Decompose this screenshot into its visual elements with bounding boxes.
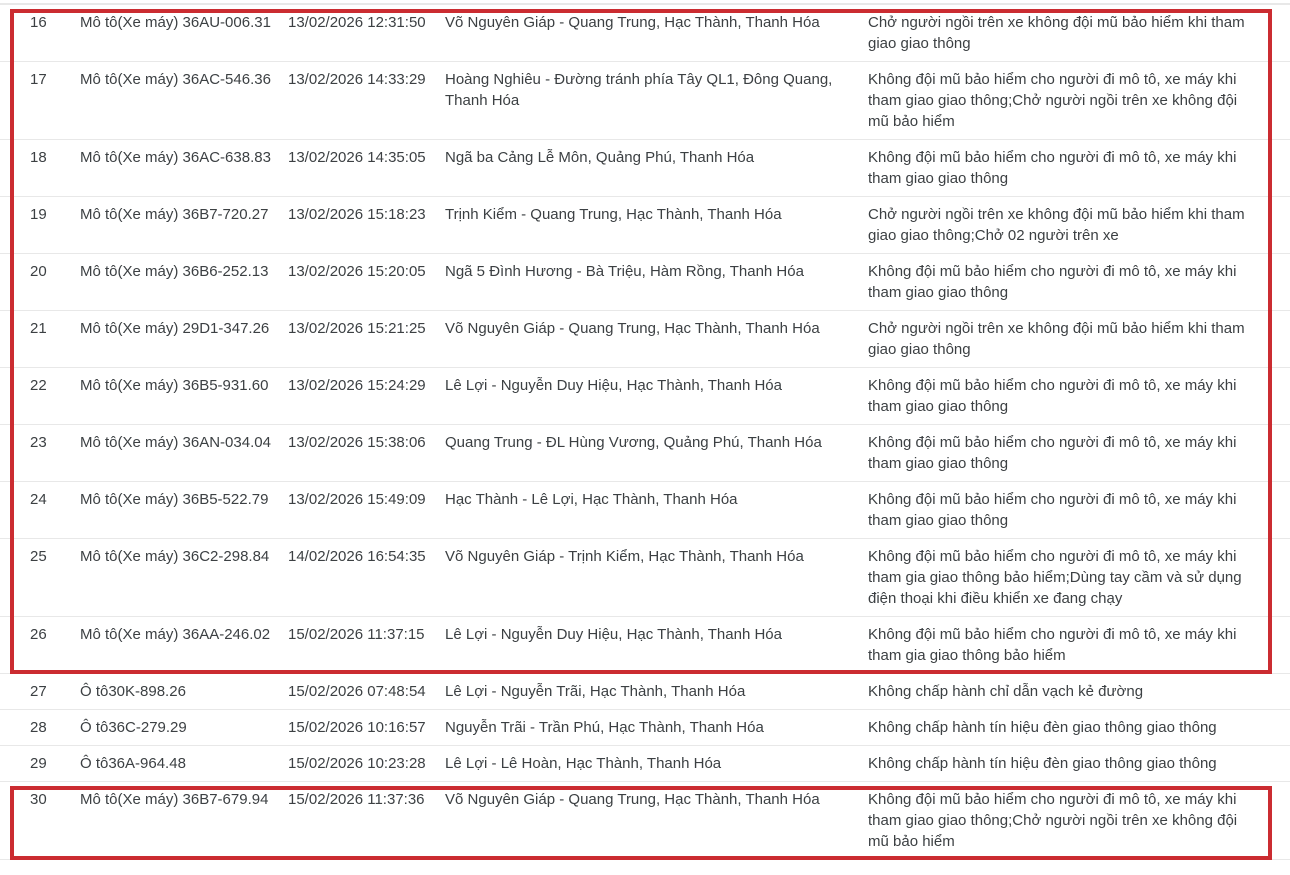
violation-behavior-cell: Không đội mũ bảo hiểm cho người đi mô tô, xe máy khi tham giao giao thông (860, 140, 1290, 197)
violation-time-cell: 13/02/2026 15:18:23 (280, 197, 437, 254)
vehicle-plate-cell: Mô tô(Xe máy) 36AC-638.83 (65, 140, 280, 197)
table-row (0, 710, 1290, 746)
row-index-cell: 26 (0, 617, 65, 674)
table-row (0, 140, 1290, 197)
violation-behavior-cell: Không đội mũ bảo hiểm cho người đi mô tô, xe máy khi tham giao giao thông (860, 425, 1290, 482)
vehicle-plate-cell: Mô tô(Xe máy) 36B6-252.13 (65, 254, 280, 311)
violation-time-cell: 13/02/2026 15:20:05 (280, 254, 437, 311)
violation-behavior-cell: Không đội mũ bảo hiểm cho người đi mô tô, xe máy khi tham gia giao thông bảo hiểm;Dùng tay cầm và sử dụng điện thoại khi điều khiển xe đang chạy (860, 539, 1290, 617)
violation-behavior-cell: Không đội mũ bảo hiểm cho người đi mô tô, xe máy khi tham giao giao thông;Chở người ngồi trên xe không đội mũ bảo hiểm (860, 782, 1290, 860)
vehicle-plate-cell: Mô tô(Xe máy) 36C2-298.84 (65, 539, 280, 617)
violation-behavior-cell: Không đội mũ bảo hiểm cho người đi mô tô, xe máy khi tham giao giao thông (860, 482, 1290, 539)
violation-table-body (0, 5, 1290, 860)
table-row (0, 539, 1290, 617)
violation-location-cell: Hạc Thành - Lê Lợi, Hạc Thành, Thanh Hóa (437, 482, 860, 539)
vehicle-plate-cell: Mô tô(Xe máy) 36B5-931.60 (65, 368, 280, 425)
violation-time-cell: 13/02/2026 15:24:29 (280, 368, 437, 425)
row-index-cell: 24 (0, 482, 65, 539)
table-row (0, 674, 1290, 710)
row-index-cell: 21 (0, 311, 65, 368)
violation-location-cell: Lê Lợi - Nguyễn Trãi, Hạc Thành, Thanh Hóa (437, 674, 860, 710)
row-index-cell: 25 (0, 539, 65, 617)
vehicle-plate-cell: Mô tô(Xe máy) 36AC-546.36 (65, 62, 280, 140)
violation-location-cell: Võ Nguyên Giáp - Quang Trung, Hạc Thành, Thanh Hóa (437, 311, 860, 368)
violation-table (0, 3, 1290, 860)
violation-location-cell: Võ Nguyên Giáp - Quang Trung, Hạc Thành, Thanh Hóa (437, 782, 860, 860)
violation-location-cell: Quang Trung - ĐL Hùng Vương, Quảng Phú, Thanh Hóa (437, 425, 860, 482)
table-row (0, 482, 1290, 539)
violation-time-cell: 15/02/2026 11:37:15 (280, 617, 437, 674)
vehicle-plate-cell: Ô tô36C-279.29 (65, 710, 280, 746)
violation-location-cell: Võ Nguyên Giáp - Trịnh Kiểm, Hạc Thành, Thanh Hóa (437, 539, 860, 617)
violation-time-cell: 15/02/2026 10:23:28 (280, 746, 437, 782)
violation-location-cell: Lê Lợi - Nguyễn Duy Hiệu, Hạc Thành, Thanh Hóa (437, 617, 860, 674)
violation-location-cell: Lê Lợi - Lê Hoàn, Hạc Thành, Thanh Hóa (437, 746, 860, 782)
violation-time-cell: 15/02/2026 07:48:54 (280, 674, 437, 710)
row-index-cell: 27 (0, 674, 65, 710)
violation-time-cell: 13/02/2026 14:33:29 (280, 62, 437, 140)
violation-location-cell: Trịnh Kiểm - Quang Trung, Hạc Thành, Thanh Hóa (437, 197, 860, 254)
vehicle-plate-cell: Mô tô(Xe máy) 36AN-034.04 (65, 425, 280, 482)
table-row (0, 782, 1290, 860)
row-index-cell: 23 (0, 425, 65, 482)
violation-time-cell: 13/02/2026 15:21:25 (280, 311, 437, 368)
violation-behavior-cell: Không đội mũ bảo hiểm cho người đi mô tô, xe máy khi tham gia giao thông bảo hiểm (860, 617, 1290, 674)
violation-behavior-cell: Chở người ngồi trên xe không đội mũ bảo hiểm khi tham giao giao thông (860, 311, 1290, 368)
violation-behavior-cell: Không chấp hành chỉ dẫn vạch kẻ đường (860, 674, 1290, 710)
table-row (0, 617, 1290, 674)
violation-behavior-cell: Không đội mũ bảo hiểm cho người đi mô tô, xe máy khi tham giao giao thông (860, 368, 1290, 425)
table-row (0, 311, 1290, 368)
violation-time-cell: 13/02/2026 14:35:05 (280, 140, 437, 197)
vehicle-plate-cell: Mô tô(Xe máy) 36AU-006.31 (65, 5, 280, 62)
row-index-cell: 29 (0, 746, 65, 782)
violation-behavior-cell: Không đội mũ bảo hiểm cho người đi mô tô, xe máy khi tham giao giao thông (860, 254, 1290, 311)
row-index-cell: 16 (0, 5, 65, 62)
row-index-cell: 28 (0, 710, 65, 746)
violation-behavior-cell: Chở người ngồi trên xe không đội mũ bảo hiểm khi tham giao giao thông (860, 5, 1290, 62)
vehicle-plate-cell: Mô tô(Xe máy) 36AA-246.02 (65, 617, 280, 674)
table-row (0, 425, 1290, 482)
violation-location-cell: Nguyễn Trãi - Trần Phú, Hạc Thành, Thanh Hóa (437, 710, 860, 746)
violation-location-cell: Võ Nguyên Giáp - Quang Trung, Hạc Thành, Thanh Hóa (437, 5, 860, 62)
vehicle-plate-cell: Ô tô36A-964.48 (65, 746, 280, 782)
table-row (0, 254, 1290, 311)
vehicle-plate-cell: Ô tô30K-898.26 (65, 674, 280, 710)
violation-time-cell: 15/02/2026 10:16:57 (280, 710, 437, 746)
row-index-cell: 17 (0, 62, 65, 140)
table-row (0, 746, 1290, 782)
row-index-cell: 20 (0, 254, 65, 311)
table-row (0, 368, 1290, 425)
vehicle-plate-cell: Mô tô(Xe máy) 36B5-522.79 (65, 482, 280, 539)
vehicle-plate-cell: Mô tô(Xe máy) 29D1-347.26 (65, 311, 280, 368)
violation-time-cell: 13/02/2026 12:31:50 (280, 5, 437, 62)
violation-time-cell: 14/02/2026 16:54:35 (280, 539, 437, 617)
row-index-cell: 22 (0, 368, 65, 425)
violation-behavior-cell: Không chấp hành tín hiệu đèn giao thông giao thông (860, 746, 1290, 782)
vehicle-plate-cell: Mô tô(Xe máy) 36B7-679.94 (65, 782, 280, 860)
row-index-cell: 19 (0, 197, 65, 254)
violation-location-cell: Hoàng Nghiêu - Đường tránh phía Tây QL1, Đông Quang, Thanh Hóa (437, 62, 860, 140)
vehicle-plate-cell: Mô tô(Xe máy) 36B7-720.27 (65, 197, 280, 254)
violation-location-cell: Lê Lợi - Nguyễn Duy Hiệu, Hạc Thành, Thanh Hóa (437, 368, 860, 425)
table-row (0, 197, 1290, 254)
violation-location-cell: Ngã ba Cảng Lễ Môn, Quảng Phú, Thanh Hóa (437, 140, 860, 197)
violation-time-cell: 13/02/2026 15:38:06 (280, 425, 437, 482)
row-index-cell: 18 (0, 140, 65, 197)
violation-behavior-cell: Chở người ngồi trên xe không đội mũ bảo hiểm khi tham giao giao thông;Chở 02 người trên xe (860, 197, 1290, 254)
violation-location-cell: Ngã 5 Đình Hương - Bà Triệu, Hàm Rồng, Thanh Hóa (437, 254, 860, 311)
table-row (0, 5, 1290, 62)
violation-behavior-cell: Không đội mũ bảo hiểm cho người đi mô tô, xe máy khi tham giao giao thông;Chở người ngồi trên xe không đội mũ bảo hiểm (860, 62, 1290, 140)
violation-time-cell: 15/02/2026 11:37:36 (280, 782, 437, 860)
table-row (0, 62, 1290, 140)
violation-time-cell: 13/02/2026 15:49:09 (280, 482, 437, 539)
violation-behavior-cell: Không chấp hành tín hiệu đèn giao thông giao thông (860, 710, 1290, 746)
row-index-cell: 30 (0, 782, 65, 860)
